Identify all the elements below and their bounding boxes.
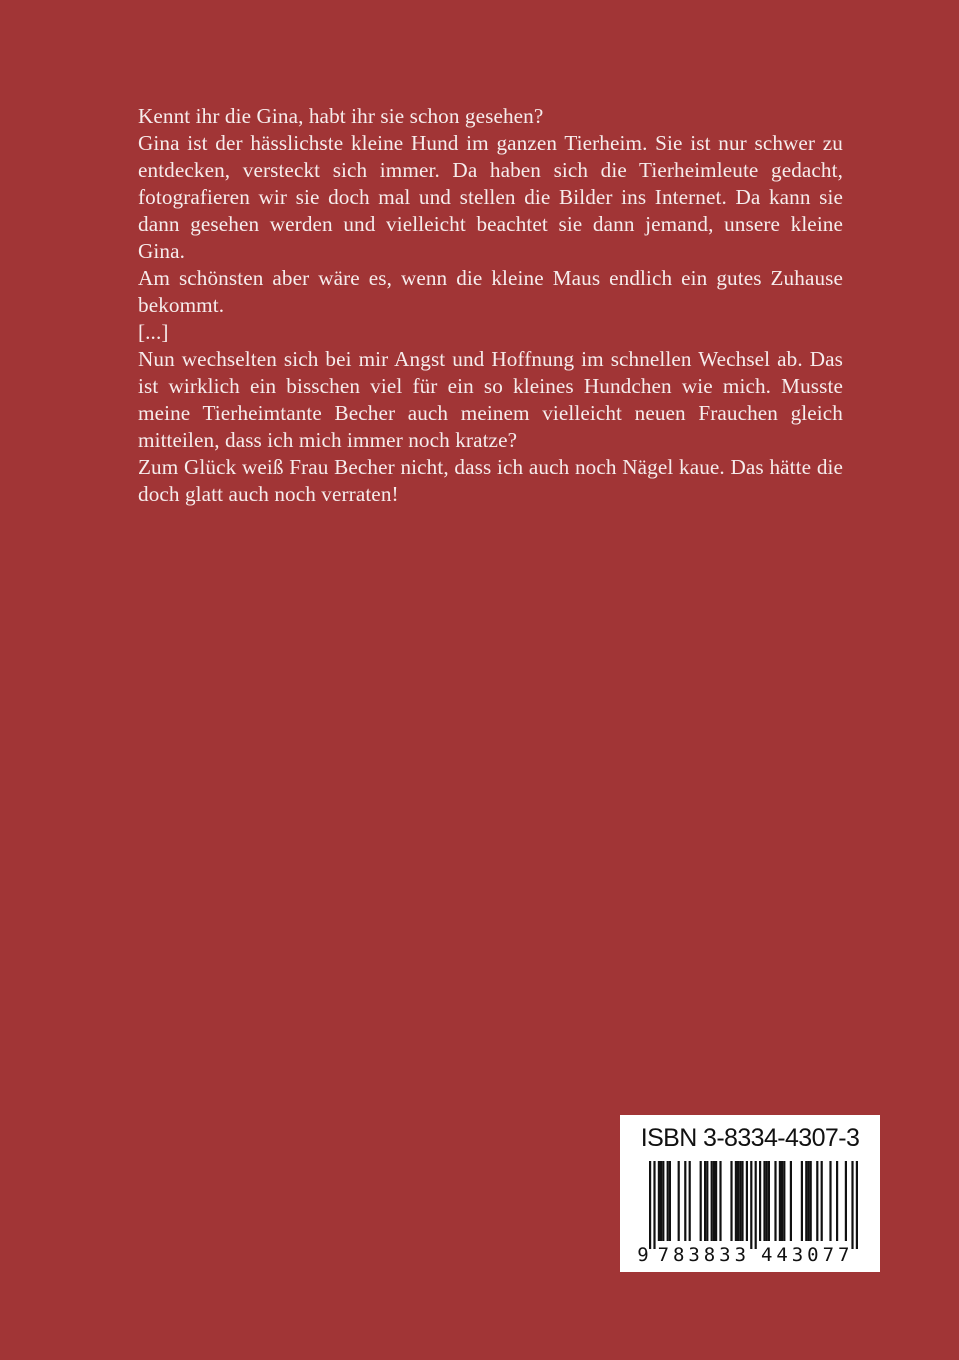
barcode-digit: 3	[791, 1244, 804, 1263]
barcode-bar	[706, 1161, 708, 1241]
blurb-paragraph-3: Am schönsten aber wäre es, wenn die kleine Maus endlich ein gutes Zuhause bekommt.	[138, 266, 843, 317]
barcode-digit: 3	[719, 1244, 731, 1263]
barcode-bar	[660, 1161, 662, 1241]
ean13-barcode	[637, 1161, 863, 1263]
barcode-guard-bar	[653, 1161, 655, 1249]
barcode-guard-bar	[750, 1161, 752, 1249]
barcode-guard-bar	[755, 1161, 757, 1249]
barcode-bar	[739, 1161, 741, 1241]
barcode-bar	[781, 1161, 783, 1241]
barcode-bar	[805, 1161, 807, 1241]
barcode-bar	[845, 1161, 847, 1241]
back-cover-blurb	[138, 103, 843, 508]
barcode-bar	[746, 1161, 748, 1241]
barcode-digit: 8	[703, 1244, 716, 1263]
barcode-guard-bar	[649, 1161, 651, 1249]
barcode-digit: 4	[760, 1244, 773, 1263]
barcode-bar	[810, 1161, 812, 1241]
barcode-bar	[735, 1161, 737, 1241]
barcode-bar	[737, 1161, 739, 1241]
barcode-bar	[730, 1161, 732, 1241]
barcode-bar	[704, 1161, 706, 1241]
barcode-digit: 3	[688, 1244, 700, 1263]
barcode-bar	[836, 1161, 838, 1241]
barcode-guard-bar	[851, 1161, 853, 1249]
blurb-paragraph-1: Kennt ihr die Gina, habt ihr sie schon gesehen?	[138, 104, 544, 128]
barcode-bar	[684, 1161, 686, 1241]
isbn-label: ISBN 3-8334-4307-3	[640, 1124, 860, 1152]
barcode-digit: 3	[734, 1244, 747, 1263]
barcode-bar	[669, 1161, 671, 1241]
barcode-bar	[801, 1161, 803, 1241]
barcode-bar	[829, 1161, 831, 1241]
barcode-bar	[741, 1161, 743, 1241]
barcode-bar	[790, 1161, 792, 1241]
barcode-bar	[662, 1161, 664, 1241]
barcode-bar	[768, 1161, 770, 1241]
barcode-bar	[700, 1161, 702, 1241]
barcode-bar	[759, 1161, 761, 1241]
barcode-bar	[678, 1161, 680, 1241]
barcode-bar	[783, 1161, 785, 1241]
blurb-paragraph-2: Gina ist der hässlichste kleine Hund im ganzen Tierheim. Sie ist nur schwer zu entdecken, versteckt sich immer. Da haben sich die Tierheimleute gedacht, fotografieren wir sie doch mal und stellen die Bilder ins Internet. Da kann sie dann gesehen werden und vielleicht beachtet sie dann jemand, unsere kleine Gina.	[138, 131, 843, 263]
blurb-ellipsis: [...]	[138, 320, 169, 344]
isbn-barcode-box	[620, 1115, 880, 1272]
barcode-bar	[821, 1161, 823, 1241]
barcode-bar	[774, 1161, 776, 1241]
barcode-digit: 0	[807, 1244, 819, 1263]
barcode-digit: 7	[837, 1244, 850, 1263]
barcode-bar	[713, 1161, 715, 1241]
barcode-digit: 7	[657, 1244, 670, 1263]
barcode-bar	[715, 1161, 717, 1241]
barcode-bar	[719, 1161, 721, 1241]
barcode-bar	[667, 1161, 669, 1241]
barcode-bar	[658, 1161, 660, 1241]
barcode-digit: 9	[637, 1244, 649, 1263]
barcode-bar	[816, 1161, 818, 1241]
barcode-bar	[689, 1161, 691, 1241]
barcode-bar	[779, 1161, 781, 1241]
barcode-bar	[807, 1161, 809, 1241]
blurb-paragraph-4: Nun wechselten sich bei mir Angst und Hoffnung im schnellen Wechsel ab. Das ist wirklich ein bisschen viel für ein so kleines Hundchen wie mich. Musste meine Tierheimtante Becher auch meinem vielleicht neuen Frauchen gleich mitteilen, dass ich mich immer noch kratze?	[138, 347, 843, 452]
barcode-digit: 7	[822, 1244, 835, 1263]
barcode-bar	[763, 1161, 765, 1241]
barcode-digit: 8	[672, 1244, 685, 1263]
blurb-paragraph-5: Zum Glück weiß Frau Becher nicht, dass ich auch noch Nägel kaue. Das hätte die doch glatt auch noch verraten!	[138, 455, 843, 506]
barcode-bar	[766, 1161, 768, 1241]
barcode-digit: 4	[776, 1244, 788, 1263]
barcode-guard-bar	[856, 1161, 858, 1249]
barcode-bar	[711, 1161, 713, 1241]
